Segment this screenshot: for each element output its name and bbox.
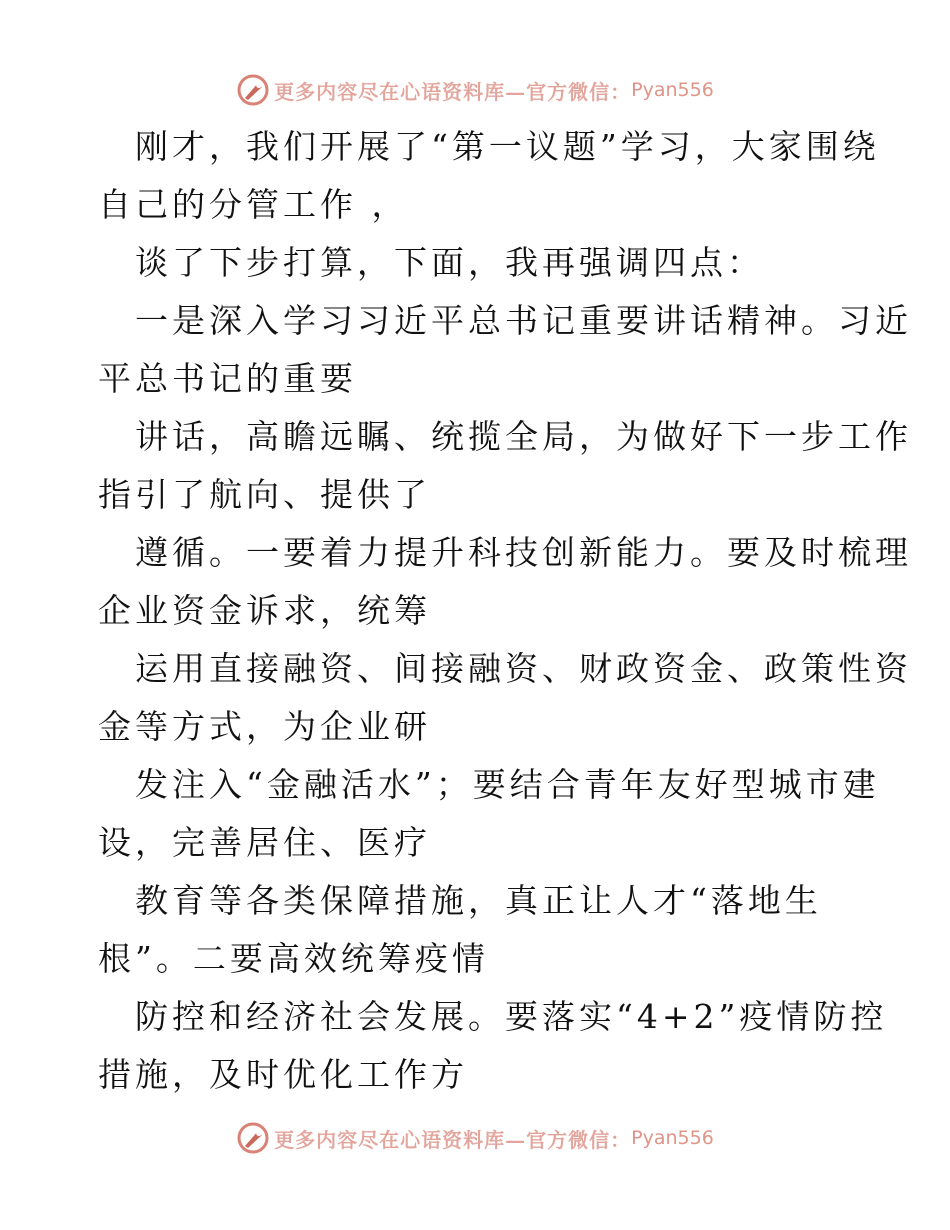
watermark-account: Pyan556 bbox=[631, 1127, 714, 1149]
pen-nib-seal-icon bbox=[236, 73, 270, 107]
paragraph-line: 运用直接融资、间接融资、财政资金、政策性资 bbox=[135, 649, 912, 688]
paragraph-line: 讲话，高瞻远瞩、统揽全局，为做好下一步工作 bbox=[135, 417, 912, 456]
paragraph-line: 谈了下步打算，下面，我再强调四点： bbox=[135, 243, 764, 282]
pen-nib-seal-icon bbox=[236, 1121, 270, 1155]
paragraph-line: 刚才，我们开展了“第一议题”学习，大家围绕 bbox=[135, 127, 880, 166]
watermark-header bbox=[0, 70, 950, 110]
paragraph-line: 金等方式，为企业研 bbox=[98, 707, 431, 746]
watermark-text: 更多内容尽在心语资料库—官方微信： bbox=[274, 79, 632, 104]
paragraph-line: 设，完善居住、医疗 bbox=[98, 823, 431, 862]
watermark-account: Pyan556 bbox=[631, 79, 714, 101]
paragraph-line: 遵循。一要着力提升科技创新能力。要及时梳理 bbox=[135, 533, 912, 572]
watermark-footer bbox=[0, 1118, 950, 1158]
paragraph-line: 发注入“金融活水”；要结合青年友好型城市建 bbox=[135, 765, 880, 804]
paragraph-line: 平总书记的重要 bbox=[98, 359, 357, 398]
paragraph-line: 自己的分管工作 ， bbox=[98, 185, 409, 224]
paragraph-line: 措施，及时优化工作方 bbox=[98, 1055, 468, 1094]
paragraph-line: 防控和经济社会发展。要落实“4+2”疫情防控 bbox=[135, 997, 888, 1036]
paragraph-line: 根”。二要高效统筹疫情 bbox=[98, 939, 489, 978]
paragraph-line: 教育等各类保障措施，真正让人才“落地生 bbox=[135, 881, 822, 920]
watermark-text: 更多内容尽在心语资料库—官方微信： bbox=[274, 1127, 632, 1152]
paragraph-line: 企业资金诉求，统筹 bbox=[98, 591, 431, 630]
paragraph-line: 一是深入学习习近平总书记重要讲话精神。习近 bbox=[135, 301, 912, 340]
paragraph-line: 指引了航向、提供了 bbox=[98, 475, 431, 514]
